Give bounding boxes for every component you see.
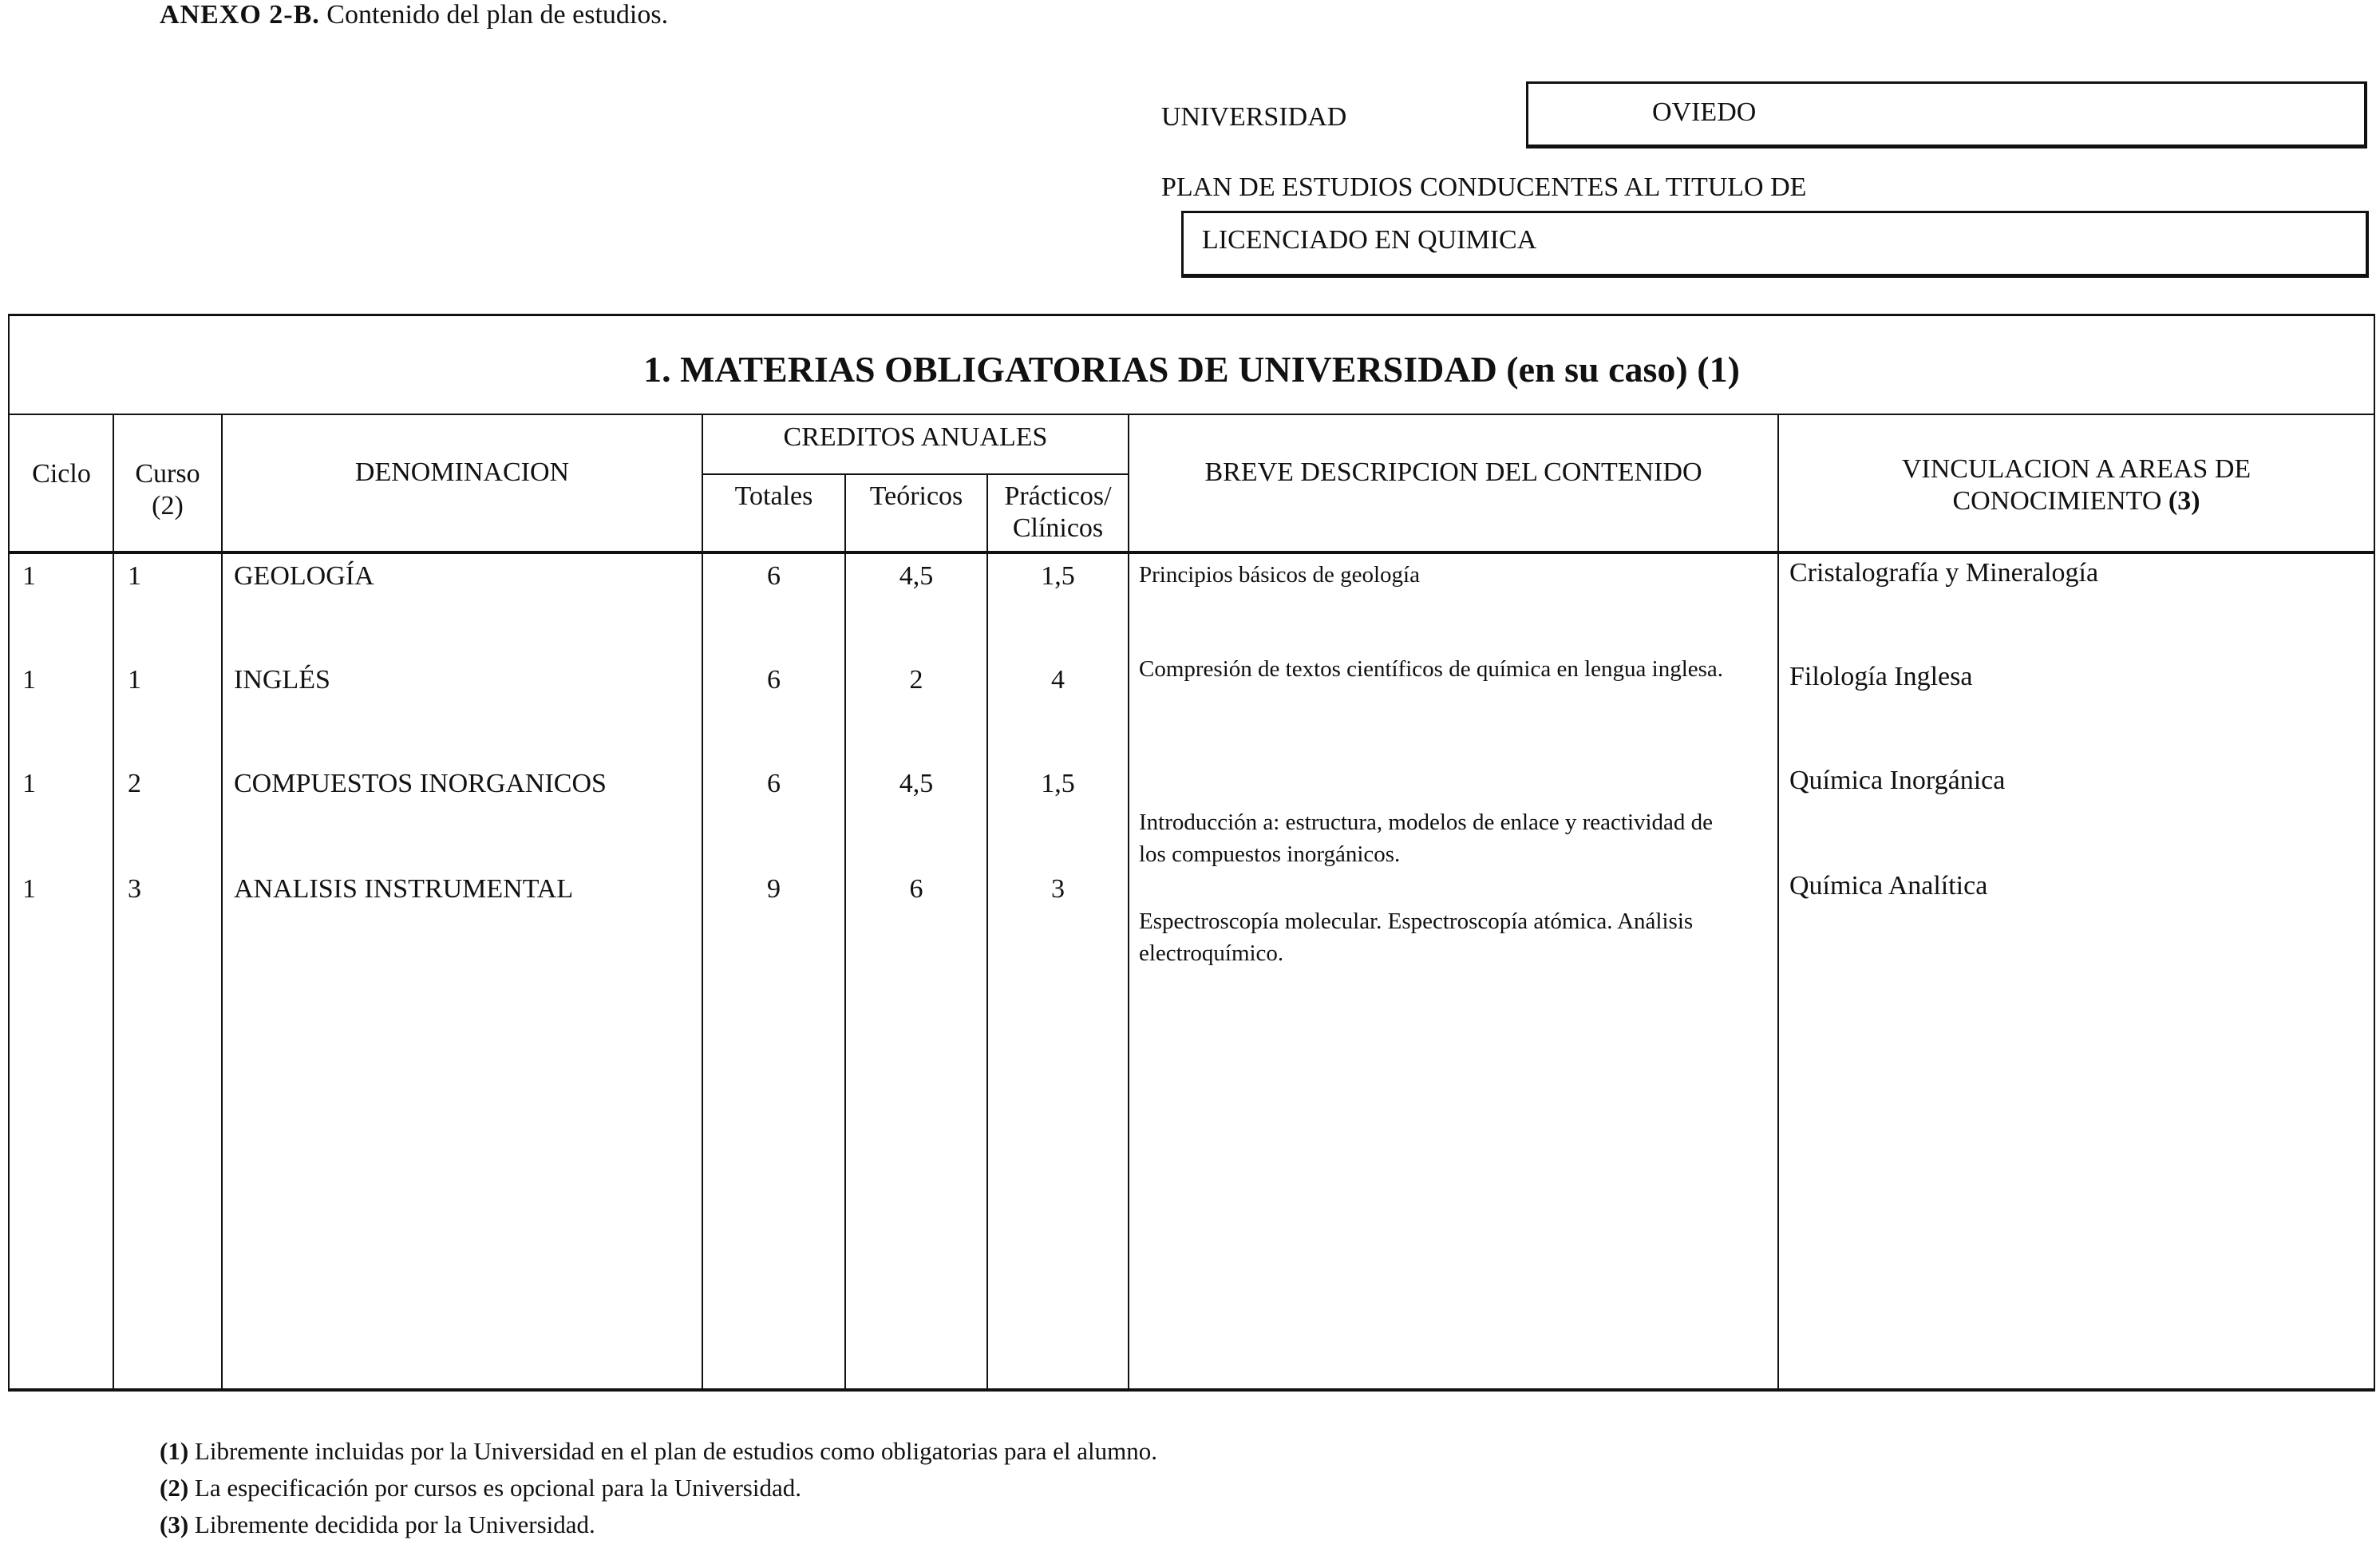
row2-practicos: 4	[1051, 665, 1065, 695]
header-totales: Totales	[734, 481, 813, 511]
row2-teoricos: 2	[909, 665, 923, 695]
col-rule-ciclo	[113, 415, 114, 1389]
credits-subheader-rule	[702, 473, 1129, 475]
row1-curso: 1	[128, 561, 141, 591]
col-rule-curso	[221, 415, 223, 1389]
header-bottom-rule	[8, 551, 2375, 554]
header-ciclo: Ciclo	[32, 459, 91, 489]
row3-area: Química Inorgánica	[1789, 766, 2006, 795]
header-vinculacion	[1779, 453, 2374, 517]
header-practicos-line1: Prácticos/	[1004, 481, 1112, 511]
row2-totales: 6	[767, 665, 781, 695]
col-rule-teoricos	[986, 474, 988, 1389]
row1-teoricos: 4,5	[899, 561, 934, 591]
university-value: OVIEDO	[1652, 97, 1757, 127]
footnotes	[160, 1433, 1157, 1543]
university-label: UNIVERSIDAD	[1161, 102, 1347, 132]
header-practicos-line2: Clínicos	[1012, 513, 1104, 543]
row1-practicos: 1,5	[1041, 561, 1075, 591]
header-teoricos: Teóricos	[869, 481, 963, 511]
title-separator	[8, 414, 2375, 415]
row2-descripcion: Compresión de textos científicos de química en lengua inglesa.	[1139, 656, 1724, 682]
row4-practicos: 3	[1051, 874, 1065, 904]
header-denominacion: DENOMINACION	[354, 457, 570, 487]
plan-value: LICENCIADO EN QUIMICA	[1202, 225, 1537, 255]
header-practicos	[988, 481, 1128, 544]
row4-area: Química Analítica	[1789, 871, 1988, 901]
plan-label: PLAN DE ESTUDIOS CONDUCENTES AL TITULO DE	[1161, 172, 1807, 202]
row2-area: Filología Inglesa	[1789, 662, 1973, 691]
row4-denominacion: ANALISIS INSTRUMENTAL	[234, 874, 574, 904]
row2-denominacion: INGLÉS	[234, 665, 330, 695]
row1-totales: 6	[767, 561, 781, 591]
header-curso-note: (2)	[152, 491, 184, 521]
row4-totales: 9	[767, 874, 781, 904]
row3-ciclo: 1	[22, 769, 36, 798]
row1-ciclo: 1	[22, 561, 36, 591]
header-vinculacion-line2	[1779, 485, 2374, 517]
header-curso	[114, 458, 221, 522]
footnote-1	[160, 1433, 1157, 1470]
row2-ciclo: 1	[22, 665, 36, 695]
row3-teoricos: 4,5	[899, 769, 934, 798]
section-title: 1. MATERIAS OBLIGATORIAS DE UNIVERSIDAD (en su caso) (1)	[643, 349, 1740, 390]
row4-ciclo: 1	[22, 874, 36, 904]
col-rule-totales	[844, 474, 846, 1389]
row3-denominacion: COMPUESTOS INORGANICOS	[234, 769, 607, 798]
footnote-2-mark: (2)	[160, 1474, 189, 1502]
col-rule-descripcion	[1777, 415, 1779, 1389]
row4-descripcion: Espectroscopía molecular. Espectroscopía atómica. Análisis electroquímico.	[1139, 909, 1694, 966]
footnote-3-mark: (3)	[160, 1510, 189, 1538]
annex-label: ANEXO 2-B.	[160, 0, 320, 30]
header-vinculacion-line1: VINCULACION A AREAS DE	[1901, 454, 2252, 484]
row4-teoricos: 6	[909, 874, 923, 904]
header-creditos: CREDITOS ANUALES	[783, 422, 1048, 452]
header-curso-label: Curso	[135, 459, 200, 489]
footnote-1-text: Libremente incluidas por la Universidad en el plan de estudios como obligatorias para el alumno.	[194, 1437, 1157, 1465]
footnote-3-text: Libremente decidida por la Universidad.	[194, 1510, 595, 1538]
row3-practicos: 1,5	[1041, 769, 1075, 798]
footnote-2	[160, 1470, 1157, 1506]
footnote-3	[160, 1506, 1157, 1543]
row2-curso: 1	[128, 665, 141, 695]
col-rule-practicos	[1128, 415, 1129, 1389]
header-vinculacion-note: (3)	[2168, 486, 2200, 516]
row1-area: Cristalografía y Mineralogía	[1789, 558, 2099, 588]
annex-title	[160, 0, 668, 30]
header-vinculacion-label: CONOCIMIENTO	[1952, 486, 2162, 516]
annex-text: Contenido del plan de estudios.	[326, 0, 669, 30]
footnote-2-text: La especificación por cursos es opcional para la Universidad.	[194, 1474, 801, 1502]
header-descripcion: BREVE DESCRIPCION DEL CONTENIDO	[1204, 457, 1702, 487]
footnote-1-mark: (1)	[160, 1437, 189, 1465]
row3-totales: 6	[767, 769, 781, 798]
row1-descripcion: Principios básicos de geología	[1139, 562, 1420, 588]
row4-curso: 3	[128, 874, 141, 904]
row3-descripcion: Introducción a: estructura, modelos de enlace y reactividad de los compuestos inorgánicos.	[1139, 810, 1714, 867]
row1-denominacion: GEOLOGÍA	[234, 561, 374, 591]
row3-curso: 2	[128, 769, 141, 798]
